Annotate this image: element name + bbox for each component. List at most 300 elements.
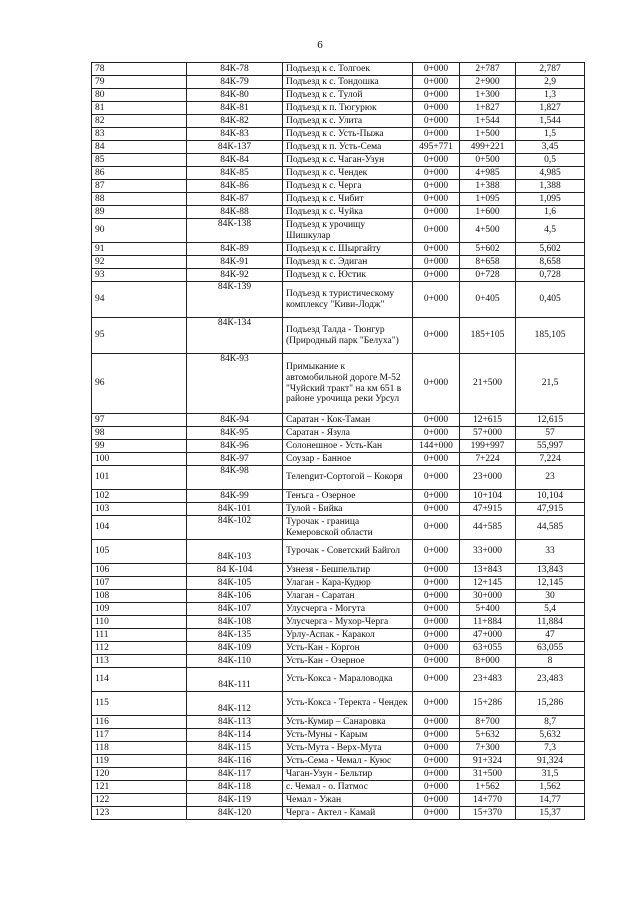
road-length-cell: 10,104 [516, 490, 585, 503]
km-end-cell: 15+370 [460, 807, 516, 820]
table-row [92, 516, 585, 540]
road-code-cell: 84К-115 [187, 742, 283, 755]
km-end-cell: 199+997 [460, 440, 516, 453]
table-row [92, 692, 585, 716]
road-code-cell: 84К-116 [187, 755, 283, 768]
km-start-cell: 0+000 [413, 503, 460, 516]
row-number-cell: 120 [92, 768, 187, 781]
table-row [92, 577, 585, 590]
road-name-cell: Улаган - Кара-Кудюр [283, 577, 413, 590]
km-start-cell: 0+000 [413, 128, 460, 141]
road-length-cell: 2,787 [516, 63, 585, 76]
road-code-cell: 84К-84 [187, 154, 283, 167]
road-name-cell: Черга - Актел - Камай [283, 807, 413, 820]
table-row [92, 642, 585, 655]
km-end-cell: 4+500 [460, 219, 516, 243]
road-code-cell: 84К-111 [187, 668, 283, 692]
km-end-cell: 12+145 [460, 577, 516, 590]
road-length-cell: 47 [516, 629, 585, 642]
road-length-cell: 30 [516, 590, 585, 603]
row-number-cell: 91 [92, 243, 187, 256]
road-length-cell: 1,095 [516, 193, 585, 206]
road-code-cell: 84К-88 [187, 206, 283, 219]
km-start-cell: 0+000 [413, 269, 460, 282]
road-code-cell: 84К-80 [187, 89, 283, 102]
road-length-cell: 7,224 [516, 453, 585, 466]
road-name-cell: Усть-Сема - Чемал - Куюс [283, 755, 413, 768]
km-start-cell: 0+000 [413, 63, 460, 76]
row-number-cell: 95 [92, 318, 187, 354]
table-row [92, 668, 585, 692]
row-number-cell: 111 [92, 629, 187, 642]
road-code-cell: 84К-98 [187, 466, 283, 490]
km-end-cell: 8+700 [460, 716, 516, 729]
road-name-cell: Узнезя - Бешпельтир [283, 564, 413, 577]
row-number-cell: 82 [92, 115, 187, 128]
km-start-cell: 0+000 [413, 540, 460, 564]
road-length-cell: 44,585 [516, 516, 585, 540]
km-start-cell: 0+000 [413, 729, 460, 742]
road-name-cell: Подъезд Талда - Тюнгур (Природный парк "Белуха") [283, 318, 413, 354]
table-row [92, 807, 585, 820]
row-number-cell: 109 [92, 603, 187, 616]
row-number-cell: 115 [92, 692, 187, 716]
row-number-cell: 117 [92, 729, 187, 742]
km-end-cell: 31+500 [460, 768, 516, 781]
km-end-cell: 4+985 [460, 167, 516, 180]
road-length-cell: 3,45 [516, 141, 585, 154]
road-name-cell: Подъезд к с. Эдиган [283, 256, 413, 269]
row-number-cell: 122 [92, 794, 187, 807]
road-code-cell: 84К-85 [187, 167, 283, 180]
road-name-cell: Усть-Кумир – Санаровка [283, 716, 413, 729]
km-start-cell: 0+000 [413, 414, 460, 427]
km-end-cell: 2+787 [460, 63, 516, 76]
km-end-cell: 5+400 [460, 603, 516, 616]
road-length-cell: 5,602 [516, 243, 585, 256]
road-name-cell: Улаган - Саратан [283, 590, 413, 603]
table-row [92, 716, 585, 729]
road-code-cell: 84К-110 [187, 655, 283, 668]
table-row [92, 755, 585, 768]
road-name-cell: Подъезд к с. Толгоек [283, 63, 413, 76]
row-number-cell: 119 [92, 755, 187, 768]
road-length-cell: 1,562 [516, 781, 585, 794]
table-row [92, 453, 585, 466]
km-end-cell: 33+000 [460, 540, 516, 564]
km-end-cell: 10+104 [460, 490, 516, 503]
road-code-cell: 84К-105 [187, 577, 283, 590]
km-end-cell: 8+658 [460, 256, 516, 269]
km-start-cell: 0+000 [413, 256, 460, 269]
table-row [92, 128, 585, 141]
table-row [92, 729, 585, 742]
table-row [92, 742, 585, 755]
row-number-cell: 116 [92, 716, 187, 729]
row-number-cell: 87 [92, 180, 187, 193]
table-row [92, 63, 585, 76]
table-row [92, 180, 585, 193]
road-name-cell: Усть-Кокса - Теректа - Чендек [283, 692, 413, 716]
row-number-cell: 99 [92, 440, 187, 453]
road-code-cell: 84К-109 [187, 642, 283, 655]
road-code-cell: 84К-89 [187, 243, 283, 256]
table-row [92, 564, 585, 577]
row-number-cell: 80 [92, 89, 187, 102]
road-length-cell: 7,3 [516, 742, 585, 755]
row-number-cell: 83 [92, 128, 187, 141]
km-start-cell: 0+000 [413, 180, 460, 193]
km-start-cell: 0+000 [413, 282, 460, 318]
road-name-cell: Примыкание к автомобильной дороге М-52 "Чуйский тракт" на км 651 в районе урочища реки Урсул [283, 354, 413, 414]
km-start-cell: 0+000 [413, 490, 460, 503]
km-end-cell: 1+827 [460, 102, 516, 115]
row-number-cell: 96 [92, 354, 187, 414]
road-length-cell: 1,544 [516, 115, 585, 128]
row-number-cell: 98 [92, 427, 187, 440]
road-code-cell: 84К-113 [187, 716, 283, 729]
road-name-cell: Подъезд к с. Чендек [283, 167, 413, 180]
row-number-cell: 103 [92, 503, 187, 516]
row-number-cell: 107 [92, 577, 187, 590]
page-number: 6 [317, 39, 323, 51]
road-code-cell: 84К-112 [187, 692, 283, 716]
road-length-cell: 0,405 [516, 282, 585, 318]
road-code-cell: 84К-134 [187, 318, 283, 354]
road-length-cell: 12,145 [516, 577, 585, 590]
road-length-cell: 57 [516, 427, 585, 440]
road-length-cell: 0,5 [516, 154, 585, 167]
road-name-cell: Саратан - Язула [283, 427, 413, 440]
table-row [92, 141, 585, 154]
km-start-cell: 0+000 [413, 219, 460, 243]
km-start-cell: 0+000 [413, 564, 460, 577]
road-code-cell: 84К-117 [187, 768, 283, 781]
road-length-cell: 8,658 [516, 256, 585, 269]
km-start-cell: 0+000 [413, 692, 460, 716]
row-number-cell: 93 [92, 269, 187, 282]
km-end-cell: 2+900 [460, 76, 516, 89]
road-name-cell: Чемал - Ужан [283, 794, 413, 807]
road-name-cell: Подъезд к с. Тулой [283, 89, 413, 102]
road-name-cell: Усть-Кокса - Мараловодка [283, 668, 413, 692]
road-code-cell: 84К-138 [187, 219, 283, 243]
km-start-cell: 0+000 [413, 466, 460, 490]
road-name-cell: Подъезд к с. Тондошка [283, 76, 413, 89]
road-code-cell: 84К-101 [187, 503, 283, 516]
road-name-cell: Подъезд к п. Тюгурюк [283, 102, 413, 115]
road-code-cell: 84К-82 [187, 115, 283, 128]
row-number-cell: 85 [92, 154, 187, 167]
road-code-cell: 84К-86 [187, 180, 283, 193]
road-name-cell: Улусчерга - Могута [283, 603, 413, 616]
km-end-cell: 8+000 [460, 655, 516, 668]
road-code-cell: 84К-78 [187, 63, 283, 76]
km-start-cell: 0+000 [413, 154, 460, 167]
km-start-cell: 144+000 [413, 440, 460, 453]
km-end-cell: 1+300 [460, 89, 516, 102]
road-code-cell: 84К-79 [187, 76, 283, 89]
row-number-cell: 121 [92, 781, 187, 794]
row-number-cell: 113 [92, 655, 187, 668]
row-number-cell: 86 [92, 167, 187, 180]
road-code-cell: 84К-96 [187, 440, 283, 453]
row-number-cell: 90 [92, 219, 187, 243]
row-number-cell: 110 [92, 616, 187, 629]
table-row [92, 102, 585, 115]
road-code-cell: 84К-108 [187, 616, 283, 629]
km-end-cell: 44+585 [460, 516, 516, 540]
row-number-cell: 81 [92, 102, 187, 115]
km-end-cell: 13+843 [460, 564, 516, 577]
road-length-cell: 4,5 [516, 219, 585, 243]
km-end-cell: 21+500 [460, 354, 516, 414]
road-code-cell: 84К-83 [187, 128, 283, 141]
km-start-cell: 0+000 [413, 193, 460, 206]
road-name-cell: Подъезд к с. Улита [283, 115, 413, 128]
table-row [92, 781, 585, 794]
road-length-cell: 0,728 [516, 269, 585, 282]
km-start-cell: 0+000 [413, 603, 460, 616]
road-code-cell: 84К-91 [187, 256, 283, 269]
road-length-cell: 91,324 [516, 755, 585, 768]
road-code-cell: 84К-93 [187, 354, 283, 414]
table-row [92, 768, 585, 781]
km-end-cell: 0+500 [460, 154, 516, 167]
road-name-cell: Тенъга - Озерное [283, 490, 413, 503]
road-name-cell: Чаган-Узун - Бельтир [283, 768, 413, 781]
km-start-cell: 0+000 [413, 577, 460, 590]
table-row [92, 89, 585, 102]
road-length-cell: 55,997 [516, 440, 585, 453]
km-end-cell: 5+632 [460, 729, 516, 742]
road-length-cell: 8 [516, 655, 585, 668]
row-number-cell: 101 [92, 466, 187, 490]
road-length-cell: 8,7 [516, 716, 585, 729]
km-start-cell: 0+000 [413, 668, 460, 692]
row-number-cell: 108 [92, 590, 187, 603]
km-start-cell: 0+000 [413, 755, 460, 768]
road-length-cell: 13,843 [516, 564, 585, 577]
km-end-cell: 1+095 [460, 193, 516, 206]
roads-table-body [92, 63, 585, 820]
km-start-cell: 0+000 [413, 642, 460, 655]
row-number-cell: 123 [92, 807, 187, 820]
road-name-cell: с. Чемал - о. Патмос [283, 781, 413, 794]
km-start-cell: 0+000 [413, 453, 460, 466]
road-name-cell: Турочак - Советский Байгол [283, 540, 413, 564]
km-start-cell: 0+000 [413, 516, 460, 540]
km-start-cell: 0+000 [413, 76, 460, 89]
table-row [92, 603, 585, 616]
road-name-cell: Подъезд к с. Чаган-Узун [283, 154, 413, 167]
road-name-cell: Улусчерга - Мухор-Черга [283, 616, 413, 629]
row-number-cell: 97 [92, 414, 187, 427]
row-number-cell: 100 [92, 453, 187, 466]
km-end-cell: 185+105 [460, 318, 516, 354]
km-start-cell: 0+000 [413, 89, 460, 102]
table-row [92, 629, 585, 642]
road-length-cell: 1,388 [516, 180, 585, 193]
road-name-cell: Подъезд к с. Шыргайту [283, 243, 413, 256]
table-row [92, 490, 585, 503]
road-code-cell: 84К-135 [187, 629, 283, 642]
roads-table [91, 62, 585, 820]
road-code-cell: 84К-120 [187, 807, 283, 820]
row-number-cell: 114 [92, 668, 187, 692]
road-name-cell: Подъезд к с. Черга [283, 180, 413, 193]
km-end-cell: 14+770 [460, 794, 516, 807]
road-name-cell: Подъезд к п. Усть-Сема [283, 141, 413, 154]
km-end-cell: 47+915 [460, 503, 516, 516]
km-end-cell: 11+884 [460, 616, 516, 629]
road-length-cell: 2,9 [516, 76, 585, 89]
table-row [92, 282, 585, 318]
row-number-cell: 79 [92, 76, 187, 89]
row-number-cell: 106 [92, 564, 187, 577]
km-end-cell: 499+221 [460, 141, 516, 154]
km-start-cell: 0+000 [413, 794, 460, 807]
table-row [92, 794, 585, 807]
road-code-cell: 84К-139 [187, 282, 283, 318]
road-length-cell: 12,615 [516, 414, 585, 427]
km-end-cell: 7+300 [460, 742, 516, 755]
table-row [92, 354, 585, 414]
row-number-cell: 104 [92, 516, 187, 540]
road-length-cell: 63,055 [516, 642, 585, 655]
row-number-cell: 94 [92, 282, 187, 318]
road-name-cell: Усть-Кан - Озерное [283, 655, 413, 668]
km-start-cell: 0+000 [413, 781, 460, 794]
row-number-cell: 102 [92, 490, 187, 503]
road-length-cell: 1,3 [516, 89, 585, 102]
road-name-cell: Подъезд к урочищу Шишкулар [283, 219, 413, 243]
km-start-cell: 0+000 [413, 590, 460, 603]
table-row [92, 243, 585, 256]
road-length-cell: 1,827 [516, 102, 585, 115]
row-number-cell: 84 [92, 141, 187, 154]
road-name-cell: Тулой - Бийка [283, 503, 413, 516]
table-row [92, 256, 585, 269]
road-name-cell: Усть-Муны - Карым [283, 729, 413, 742]
road-name-cell: Усть-Кан - Коргон [283, 642, 413, 655]
table-row [92, 466, 585, 490]
road-code-cell: 84К-97 [187, 453, 283, 466]
row-number-cell: 88 [92, 193, 187, 206]
road-name-cell: Подъезд к с. Чуйка [283, 206, 413, 219]
km-end-cell: 63+055 [460, 642, 516, 655]
row-number-cell: 89 [92, 206, 187, 219]
road-name-cell: Урлу-Аспак - Каракол [283, 629, 413, 642]
row-number-cell: 112 [92, 642, 187, 655]
road-code-cell: 84К-118 [187, 781, 283, 794]
road-length-cell: 4,985 [516, 167, 585, 180]
km-start-cell: 0+000 [413, 206, 460, 219]
road-name-cell: Солонешное - Усть-Кан [283, 440, 413, 453]
table-row [92, 167, 585, 180]
road-name-cell: Телеngит-Сортогой – Кокоря [283, 466, 413, 490]
table-row [92, 414, 585, 427]
km-start-cell: 495+771 [413, 141, 460, 154]
km-start-cell: 0+000 [413, 243, 460, 256]
table-row [92, 440, 585, 453]
road-code-cell: 84К-107 [187, 603, 283, 616]
table-row [92, 655, 585, 668]
km-end-cell: 1+544 [460, 115, 516, 128]
row-number-cell: 105 [92, 540, 187, 564]
table-row [92, 269, 585, 282]
road-name-cell: Усть-Мута - Верх-Мута [283, 742, 413, 755]
road-length-cell: 47,915 [516, 503, 585, 516]
table-row [92, 219, 585, 243]
road-length-cell: 15,286 [516, 692, 585, 716]
road-length-cell: 23,483 [516, 668, 585, 692]
road-code-cell: 84К-95 [187, 427, 283, 440]
road-code-cell: 84К-106 [187, 590, 283, 603]
table-row [92, 540, 585, 564]
table-row [92, 318, 585, 354]
km-end-cell: 47+000 [460, 629, 516, 642]
road-length-cell: 1,5 [516, 128, 585, 141]
table-row [92, 154, 585, 167]
km-start-cell: 0+000 [413, 768, 460, 781]
km-end-cell: 23+000 [460, 466, 516, 490]
km-end-cell: 15+286 [460, 692, 516, 716]
km-start-cell: 0+000 [413, 629, 460, 642]
road-name-cell: Подъезд к туристическому комплексу "Киви-Лодж" [283, 282, 413, 318]
km-end-cell: 23+483 [460, 668, 516, 692]
road-length-cell: 5,4 [516, 603, 585, 616]
road-code-cell: 84 К-104 [187, 564, 283, 577]
table-row [92, 76, 585, 89]
road-code-cell: 84К-114 [187, 729, 283, 742]
road-code-cell: 84К-81 [187, 102, 283, 115]
km-end-cell: 1+600 [460, 206, 516, 219]
road-name-cell: Турочак - граница Кемеровской области [283, 516, 413, 540]
road-length-cell: 5,632 [516, 729, 585, 742]
road-name-cell: Саратан - Кок-Таман [283, 414, 413, 427]
km-start-cell: 0+000 [413, 716, 460, 729]
km-end-cell: 0+405 [460, 282, 516, 318]
km-end-cell: 5+602 [460, 243, 516, 256]
road-code-cell: 84К-119 [187, 794, 283, 807]
table-row [92, 427, 585, 440]
road-code-cell: 84К-102 [187, 516, 283, 540]
table-row [92, 115, 585, 128]
road-code-cell: 84К-137 [187, 141, 283, 154]
km-end-cell: 30+000 [460, 590, 516, 603]
table-row [92, 503, 585, 516]
km-end-cell: 1+500 [460, 128, 516, 141]
km-start-cell: 0+000 [413, 427, 460, 440]
km-start-cell: 0+000 [413, 655, 460, 668]
km-end-cell: 57+000 [460, 427, 516, 440]
road-name-cell: Подъезд к с. Чибит [283, 193, 413, 206]
table-row [92, 590, 585, 603]
km-end-cell: 1+562 [460, 781, 516, 794]
road-code-cell: 84К-103 [187, 540, 283, 564]
road-name-cell: Подъезд к с. Юстик [283, 269, 413, 282]
km-end-cell: 0+728 [460, 269, 516, 282]
road-code-cell: 84К-87 [187, 193, 283, 206]
km-start-cell: 0+000 [413, 616, 460, 629]
road-code-cell: 84К-99 [187, 490, 283, 503]
km-start-cell: 0+000 [413, 354, 460, 414]
road-code-cell: 84К-92 [187, 269, 283, 282]
km-start-cell: 0+000 [413, 167, 460, 180]
km-start-cell: 0+000 [413, 807, 460, 820]
road-length-cell: 33 [516, 540, 585, 564]
